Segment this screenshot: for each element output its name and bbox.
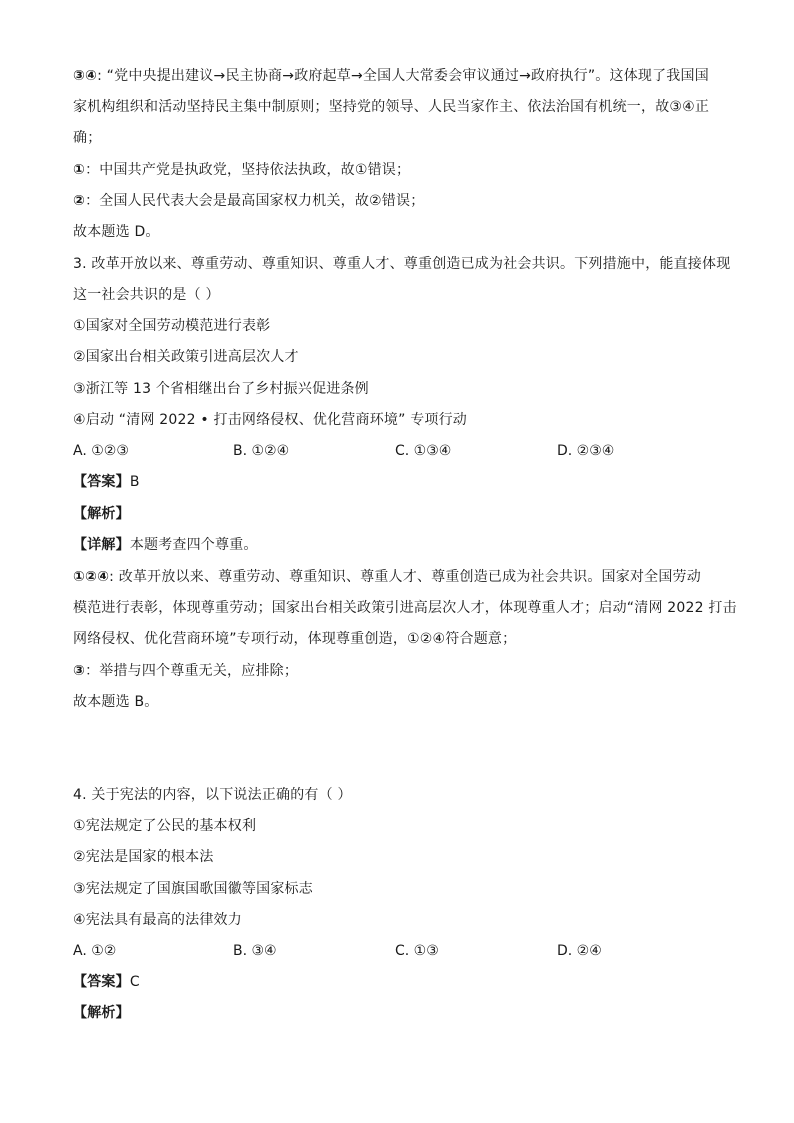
prev-analysis-label-2: ② [73,193,86,209]
q4-options [73,941,733,961]
q3-detail [73,535,733,555]
q3-option-a: A. ①②③ [73,443,129,459]
q3-item-2: ②国家出台相关政策引进高层次人才 [73,349,299,365]
q3-stem-line-2: 这一社会共识的是（ ） [73,287,220,303]
q3-explanation-label-124: ①②④ [73,569,110,585]
q4-item-4: ④宪法具有最高的法律效力 [73,912,242,928]
q3-stem-line-1: 3. 改革开放以来、尊重劳动、尊重知识、尊重人才、尊重创造已成为社会共识。下列措施中，能直接体现 [73,256,731,272]
q4-option-c: C. ①③ [395,943,439,959]
q3-explanation-line-3: 网络侵权、优化营商环境”专项行动，体现尊重创造，①②④符合题意； [73,631,517,647]
q3-explanation-line-2: 模范进行表彰，体现尊重劳动；国家出台相关政策引进高层次人才，体现尊重人才；启动“清网 2022 打击 [73,600,737,616]
q3-option-d: D. ②③④ [557,443,615,459]
q4-item-1: ①宪法规定了公民的基本权利 [73,818,257,834]
prev-analysis-text-5: ：全国人民代表大会是最高国家权力机关，故②错误； [85,193,425,209]
q3-answer-value: B [129,474,140,490]
q3-explanation-label-3: ③ [73,663,86,679]
prev-analysis-line-3: 确； [73,130,102,146]
q3-item-3: ③浙江等 13 个省相继出台了乡村振兴促进条例 [73,381,369,397]
q3-options [73,441,733,461]
q3-answer-label: 【答案】 [73,474,130,490]
q4-option-b: B. ③④ [233,943,277,959]
q4-option-a: A. ①② [73,943,117,959]
q3-item-1: ①国家对全国劳动模范进行表彰 [73,318,271,334]
q3-explanation-line-4 [73,661,733,681]
q4-item-2: ②宪法是国家的根本法 [73,849,214,865]
q3-conclusion: 故本题选 B。 [73,694,159,710]
q4-answer [73,972,733,992]
q3-analysis-label: 【解析】 [73,506,130,522]
q3-explanation-text-4: ：举措与四个尊重无关，应排除； [85,663,299,679]
q4-answer-label: 【答案】 [73,974,130,990]
prev-analysis-line-4 [73,160,733,180]
q4-answer-value: C [129,974,140,990]
q4-option-d: D. ②④ [557,943,602,959]
q3-detail-text: 本题考查四个尊重。 [129,537,258,553]
q3-explanation-line-1 [73,567,733,587]
prev-analysis-text-1: : “党中央提出建议→民主协商→政府起草→全国人大常委会审议通过→政府执行”。这体现了我国国 [97,68,709,84]
prev-analysis-text-4: ：中国共产党是执政党，坚持依法执政，故①错误； [85,162,411,178]
q3-option-b: B. ①②④ [233,443,290,459]
prev-analysis-line-5 [73,191,733,211]
prev-analysis-label-34: ③④ [73,68,98,84]
prev-analysis-conclusion: 故本题选 D。 [73,224,160,240]
prev-analysis-line-1 [73,66,733,86]
q4-analysis-label: 【解析】 [73,1005,130,1021]
prev-analysis-label-1: ① [73,162,86,178]
q3-option-c: C. ①③④ [395,443,452,459]
prev-analysis-line-2: 家机构组织和活动坚持民主集中制原则；坚持党的领导、人民当家作主、依法治国有机统一，故③④正 [73,99,710,115]
q4-stem: 4. 关于宪法的内容，以下说法正确的有（ ） [73,787,352,803]
q3-explanation-text-1: : 改革开放以来、尊重劳动、尊重知识、尊重人才、尊重创造已成为社会共识。国家对全国劳动 [109,569,701,585]
q3-detail-label: 【详解】 [73,537,130,553]
q3-answer [73,472,733,492]
q3-item-4: ④启动 “清网 2022 • 打击网络侵权、优化营商环境” 专项行动 [73,412,467,428]
q4-item-3: ③宪法规定了国旗国歌国徽等国家标志 [73,881,313,897]
